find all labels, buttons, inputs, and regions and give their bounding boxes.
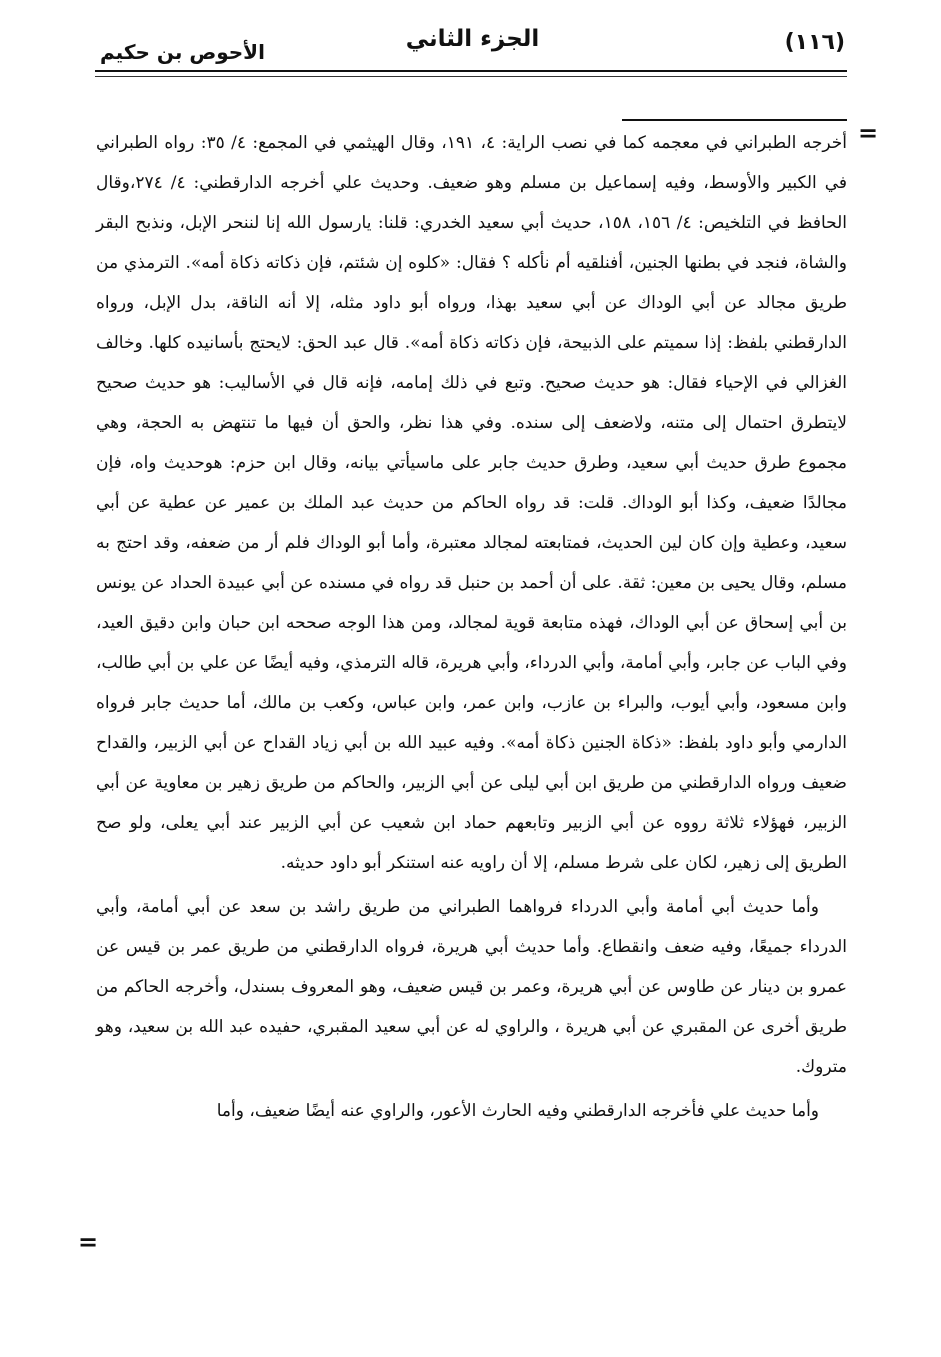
footnote-body (96, 123, 847, 1131)
paragraph-2: وأما حديث أبي أمامة وأبي الدرداء فرواهما الطبراني من طريق راشد بن سعد عن أبي أمامة، وأبي الدرداء جميعًا، وفيه ضعف وانقطاع. وأما حديث أبي هريرة، فرواه الدارقطني من طريق عمر بن قيس عن عمرو بن دينار عن طاوس عن أبي هريرة، وعمر بن قيس ضعيف، وهو المعروف بسندل، وأخرجه الحاكم من طريق أخرى عن المقبري عن أبي هريرة ، والراوي له عن أبي سعيد المقبري، حفيده عبد الله بن سعيد، وهو متروك. (96, 897, 847, 1077)
header-rule-thin (95, 76, 847, 77)
page-number: (١١٦) (784, 30, 845, 55)
continuation-mark-bottom: = (78, 1228, 99, 1256)
continuation-mark-top: = (858, 119, 879, 147)
running-head-name: الأحوص بن حكيم (100, 40, 265, 64)
part-title: الجزء الثاني (405, 26, 540, 52)
header-rule (95, 70, 847, 72)
page-header (100, 26, 845, 68)
paragraph-1: أخرجه الطبراني في معجمه كما في نصب الراية: ٤، ١٩١، وقال الهيثمي في المجمع: ٤/ ٣٥: رواه الطبراني في الكبير والأوسط، وفيه إسماعيل بن مسلم وهو ضعيف. وحديث علي أخرجه الدارقطني: ٤/ ٢٧٤،وقال الحافظ في التلخيص: ٤/ ١٥٦، ١٥٨، حديث أبي سعيد الخدري: قلنا: يارسول الله إنا لننحر الإبل، ونذبح البقر والشاة، فنجد في بطنها الجنين، أفنلقيه أم نأكله ؟ فقال: «كلوه إن شئتم، فإن ذكاته ذكاة أمه». الترمذي من طريق مجالد عن أبي الوداك عن أبي سعيد بهذا، ورواه أبو داود مثله، إلا أنه الناقة، بدل الإبل، ورواه الدارقطني بلفظ: إذا سميتم على الذبيحة، فإن ذكاته ذكاة أمه». قال عبد الحق: لايحتج بأسانيده كلها. وخالف الغزالي في الإحياء فقال: هو حديث صحيح. وتبع في ذلك إمامه، فإنه قال في الأساليب: هو حديث صحيح لايتطرق احتمال إلى متنه، ولاضعف إلى سنده. وفي هذا نظر، والحق أن فيها ما تنتهض به الحجة، وهي مجموع طرق حديث أبي سعيد، وطرق حديث جابر على ماسيأتي بيانه، وقال ابن حزم: هوحديث واه، فإن مجالدًا ضعيف، وكذا أبو الوداك. قلت: قد رواه الحاكم من حديث عبد الملك بن عمير عن عطية عن أبي سعيد، وعطية وإن كان لين الحديث، فمتابعته لمجالد معتبرة، وأما أبو الوداك فلم أر من ضعفه، وقد احتج به مسلم، وقال يحيى بن معين: ثقة. على أن أحمد بن حنبل قد رواه في مسنده عن أبي عبيدة الحداد عن يونس بن أبي إسحاق عن أبي الوداك، فهذه متابعة قوية لمجالد، ومن هذا الوجه صححه ابن حبان وابن دقيق العيد، وفي الباب عن جابر، وأبي أمامة، وأبي الدرداء، وأبي هريرة، قاله الترمذي، وفيه أيضًا عن علي بن أبي طالب، وابن مسعود، وأبي أيوب، والبراء بن عازب، وابن عمر، وابن عباس، وكعب بن مالك، أما حديث جابر فرواه الدارمي وأبو داود بلفظ: «ذكاة الجنين ذكاة أمه». وفيه عبيد الله بن أبي زياد القداح عن أبي الزبير، والقداح ضعيف ورواه الدارقطني من طريق ابن أبي ليلى عن أبي الزبير، والحاكم من طريق زهير بن معاوية عن أبي الزبير، فهؤلاء ثلاثة رووه عن أبي الزبير وتابعهم حماد ابن شعيب عن أبي الزبير عند أبي يعلى، ولو صح الطريق إلى زهير، لكان على شرط مسلم، إلا أن راويه عنه استنكر أبو داود حديثه. (96, 133, 848, 873)
footnote-separator (622, 119, 847, 121)
paragraph-3: وأما حديث علي فأخرجه الدارقطني وفيه الحارث الأعور، والراوي عنه أيضًا ضعيف، وأما (216, 1101, 819, 1121)
